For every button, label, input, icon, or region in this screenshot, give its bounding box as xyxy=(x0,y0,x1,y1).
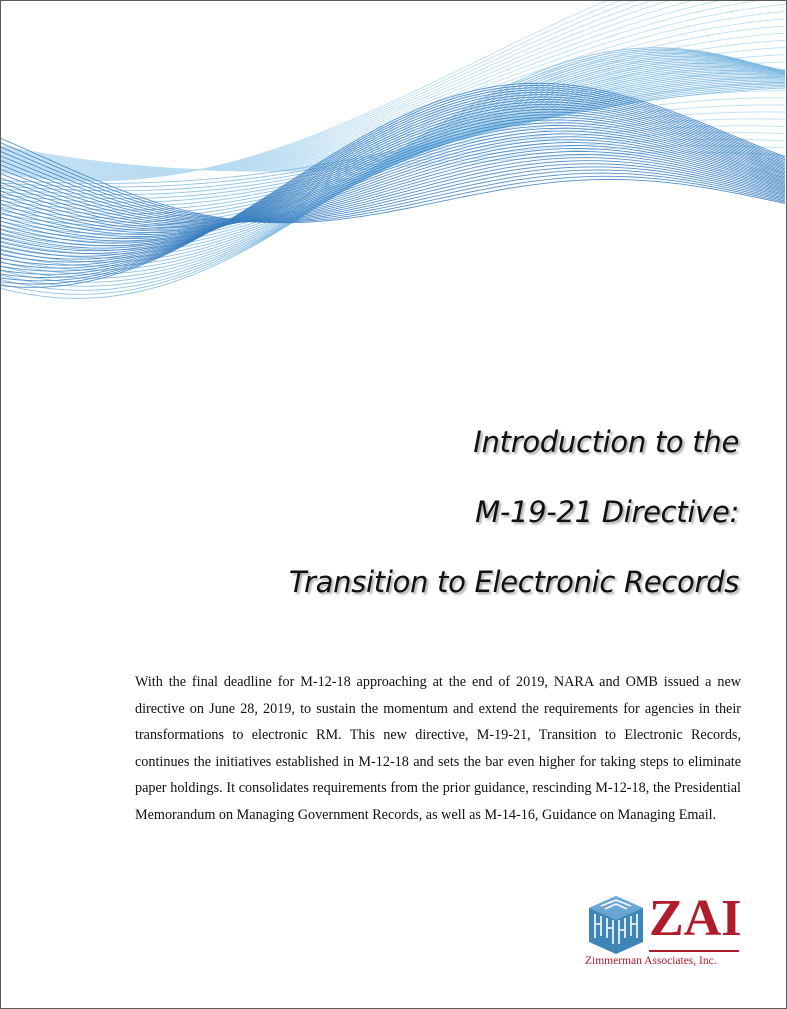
zai-logo xyxy=(585,890,745,974)
title-line-3: Transition to Electronic Records xyxy=(288,565,739,599)
wave-line xyxy=(1,12,785,176)
logo-rule xyxy=(649,950,739,952)
wave-pattern-banner xyxy=(1,1,786,371)
logo-wordmark: ZAI xyxy=(649,890,742,947)
intro-paragraph: With the final deadline for M-12-18 approaching at the end of 2019, NARA and OMB issued a new directive on June 28, 2019, to sustain the momentum and extend the requirements for agencies in their transformations to electronic RM. This new directive, M-19-21, Transition to Electronic Records, continues the initiatives established in M-12-18 and sets the bar even higher for taking steps to eliminate paper holdings. It consolidates requirements from the prior guidance, rescinding M-12-18, the Presidential Memorandum on Managing Government Records, as well as M-14-16, Guidance on Managing Email. xyxy=(135,674,741,823)
wave-line xyxy=(1,120,785,243)
wave-line xyxy=(1,1,785,176)
title-line-1: Introduction to the xyxy=(473,425,739,459)
document-title xyxy=(289,411,739,621)
maze-emblem-icon xyxy=(585,894,647,956)
title-line-2: M-19-21 Directive: xyxy=(475,495,739,529)
logo-company-name: Zimmerman Associates, Inc. xyxy=(585,955,717,967)
wave-line xyxy=(1,4,785,175)
